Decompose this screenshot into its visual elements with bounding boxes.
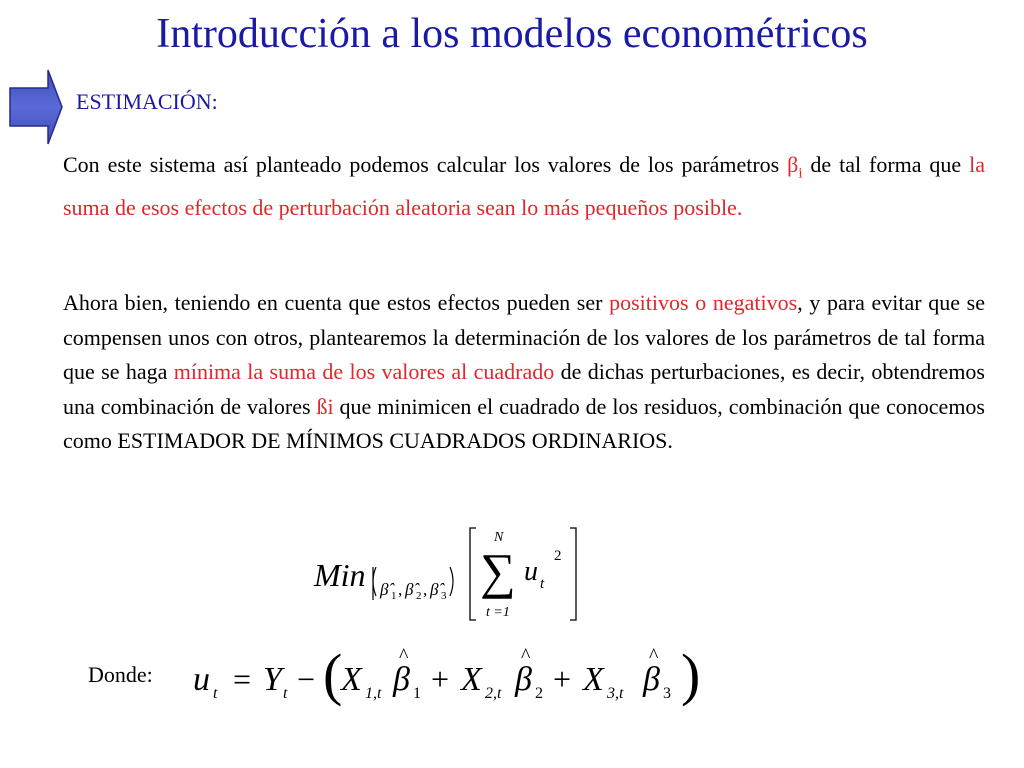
paragraph-1-part-b: de tal forma que	[802, 152, 970, 177]
min-sub-index-1: 1	[391, 590, 397, 602]
minus-sign: −	[297, 661, 316, 697]
arrow-right-icon	[8, 68, 64, 146]
x3-subscript: 3,t	[607, 685, 624, 702]
min-sub-index-3: 3	[441, 590, 447, 602]
beta-hat-1-index: 1	[413, 685, 421, 702]
min-word: Min	[314, 557, 366, 593]
paragraph-2-part-g: que minimicen el cuadrado de los residuos, combinación que conocemos como ESTIMADOR DE MÍNIMOS CUADRADOS ORDINARIOS.	[63, 393, 985, 453]
min-sub-index-2: 2	[416, 590, 422, 602]
plus-sign-1: +	[431, 661, 450, 697]
x2-subscript: 2,t	[485, 685, 502, 702]
x1-variable: X	[341, 661, 362, 698]
beta-hat-2-index: 2	[535, 685, 543, 702]
formula-u: u	[524, 556, 538, 587]
beta-hat-3: β	[643, 661, 660, 698]
x1-subscript: 1,t	[365, 685, 382, 702]
min-sub-beta-3: β̂	[430, 580, 439, 599]
min-sub-close-paren	[450, 567, 453, 596]
paragraph-1-highlight: la suma de esos efectos de perturbación aleatoria sean lo más pequeños posible.	[63, 152, 985, 220]
plus-sign-2: +	[553, 661, 572, 697]
close-bracket	[570, 528, 576, 620]
min-sum-squares-formula	[300, 520, 600, 630]
paragraph-2-part-a: Ahora bien, teniendo en cuenta que estos efectos pueden ser	[63, 290, 610, 315]
x3-variable: X	[583, 661, 604, 698]
open-bracket	[470, 528, 476, 620]
residual-formula	[185, 628, 725, 708]
beta-hat-3-index: 3	[663, 685, 671, 702]
min-sub-beta-2: β̂	[405, 580, 414, 599]
residual-u-subscript: t	[213, 685, 218, 702]
beta-hat-2: β	[515, 661, 532, 698]
min-sub-comma-2: ,	[423, 580, 428, 599]
residual-u: u	[193, 661, 210, 698]
sum-upper-limit: N	[494, 530, 504, 545]
paragraph-1	[63, 148, 985, 225]
donde-label: Donde:	[88, 662, 153, 687]
min-sub-beta-1: β̂	[380, 580, 389, 599]
open-paren: (	[323, 642, 343, 707]
paragraph-2	[63, 286, 985, 459]
paragraph-2-part-c: , y para evitar que se compensen unos con otros, plantearemos la determinación de los valores de los parámetros de tal forma que se haga	[63, 290, 985, 384]
paragraph-2-highlight-beta: ßi	[316, 393, 334, 419]
slide-title: Introducción a los modelos econométricos	[156, 11, 868, 57]
y-subscript: t	[283, 685, 288, 702]
hat-3: ^	[649, 645, 659, 667]
hat-2: ^	[521, 645, 531, 667]
paragraph-2-part-e: de dichas perturbaciones, es decir, obtendremos una combinación de valores	[63, 359, 985, 419]
min-sub-comma-1: ,	[398, 580, 403, 599]
close-paren: )	[681, 642, 701, 707]
formula-exponent: 2	[554, 548, 562, 564]
section-label: ESTIMACIÓN:	[76, 89, 218, 114]
x2-variable: X	[461, 661, 482, 698]
beta-symbol: β	[787, 152, 799, 177]
sum-lower-limit: t =1	[486, 605, 510, 620]
hat-1: ^	[399, 645, 409, 667]
paragraph-2-highlight-signs: positivos o negativos	[609, 290, 798, 315]
beta-hat-1: β	[393, 661, 410, 698]
beta-subscript: i	[798, 165, 803, 182]
formula-u-subscript: t	[540, 576, 545, 592]
paragraph-2-highlight-minimum: mínima la suma de los valores al cuadrado	[173, 359, 555, 384]
y-variable: Y	[263, 661, 282, 698]
sum-symbol: ∑	[480, 543, 516, 599]
equals-sign: =	[233, 661, 252, 697]
paragraph-1-part-a: Con este sistema así planteado podemos calcular los valores de los parámetros	[63, 152, 788, 177]
